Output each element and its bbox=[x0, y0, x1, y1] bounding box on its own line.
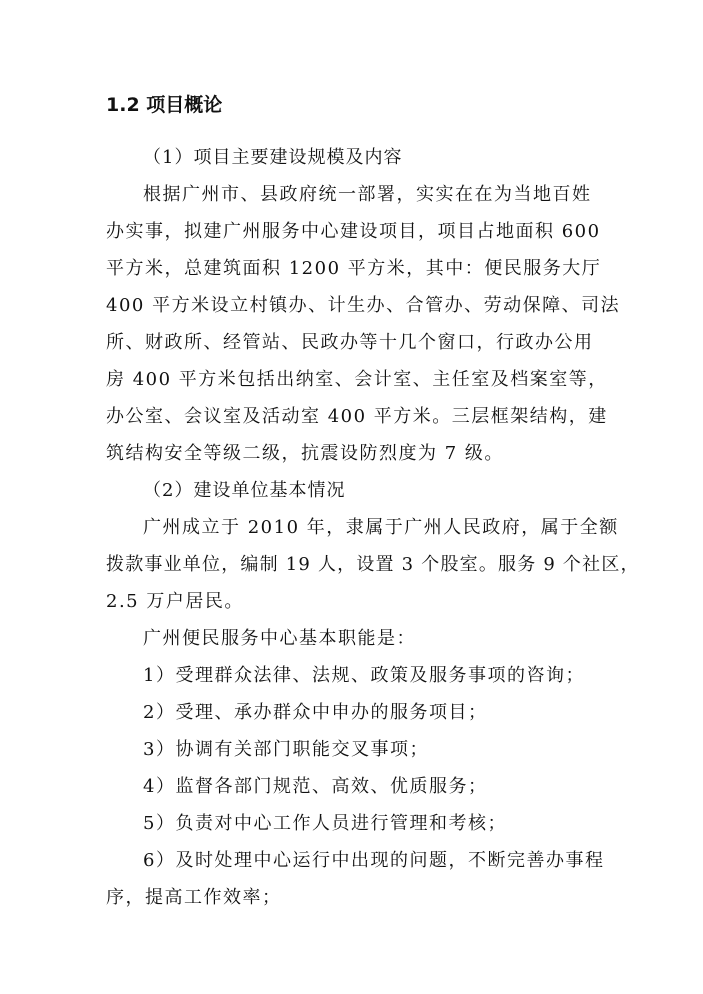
paragraph-line: 广州便民服务中心基本职能是： bbox=[143, 628, 416, 649]
paragraph-line: 拨款事业单位，编制 19 人，设置 3 个股室。服务 9 个社区， bbox=[106, 554, 640, 575]
list-item: 2）受理、承办群众中申办的服务项目； bbox=[143, 702, 488, 723]
paragraph-line: 所、财政所、经管站、民政办等十几个窗口，行政办公用 bbox=[106, 332, 594, 353]
paragraph-line: 办公室、会议室及活动室 400 平方米。三层框架结构，建 bbox=[106, 406, 608, 427]
list-item: 5）负责对中心工作人员进行管理和考核； bbox=[143, 813, 507, 834]
paragraph-line: 筑结构安全等级二级，抗震设防烈度为 7 级。 bbox=[106, 443, 504, 464]
paragraph-line: 房 400 平方米包括出纳室、会计室、主任室及档案室等， bbox=[106, 369, 608, 390]
list-item-continuation: 序，提高工作效率； bbox=[106, 887, 282, 908]
paragraph-line: 办实事，拟建广州服务中心建设项目，项目占地面积 600 bbox=[106, 221, 601, 242]
subsection-title: （1）项目主要建设规模及内容 bbox=[143, 147, 403, 168]
list-item: 6）及时处理中心运行中出现的问题，不断完善办事程 bbox=[143, 850, 605, 871]
section-heading: 1.2 项目概论 bbox=[106, 94, 223, 116]
paragraph-line: 广州成立于 2010 年，隶属于广州人民政府，属于全额 bbox=[143, 517, 619, 538]
list-item: 4）监督各部门规范、高效、优质服务； bbox=[143, 776, 488, 797]
paragraph-line: 400 平方米设立村镇办、计生办、合管办、劳动保障、司法 bbox=[106, 295, 621, 316]
subsection-title: （2）建设单位基本情况 bbox=[143, 480, 346, 501]
paragraph-line: 根据广州市、县政府统一部署，实实在在为当地百姓 bbox=[143, 184, 592, 205]
paragraph-line: 2.5 万户居民。 bbox=[106, 591, 244, 612]
paragraph-line: 平方米，总建筑面积 1200 平方米，其中：便民服务大厅 bbox=[106, 258, 602, 279]
list-item: 1）受理群众法律、法规、政策及服务事项的咨询； bbox=[143, 665, 585, 686]
list-item: 3）协调有关部门职能交叉事项； bbox=[143, 739, 429, 760]
